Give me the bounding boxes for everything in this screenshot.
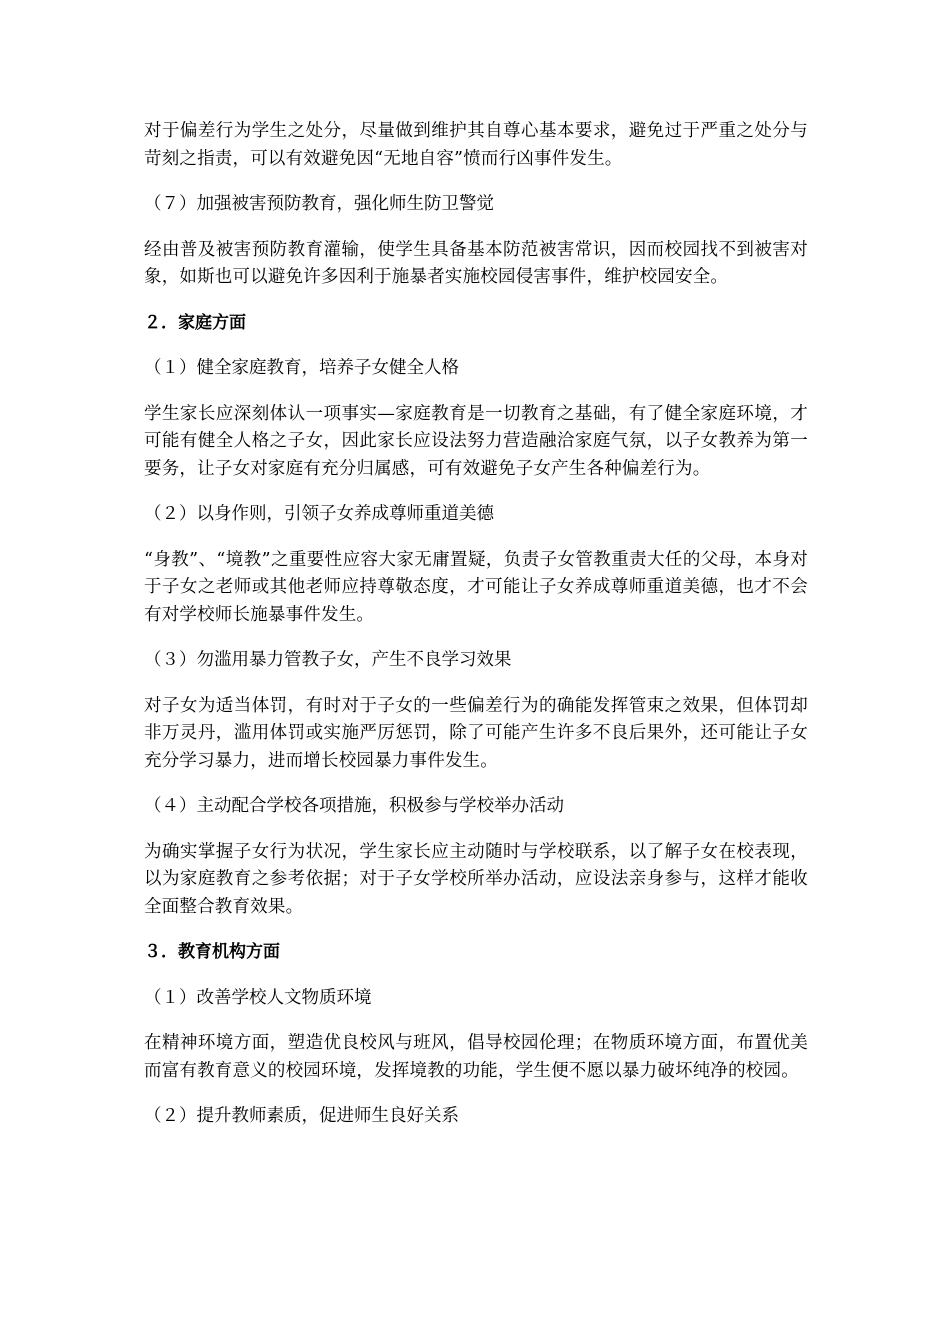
subheading-lead-by-example: （２）以身作则，引领子女养成尊师重道美德: [144, 504, 494, 524]
paragraph-school-environment: 在精神环境方面，塑造优良校风与班风，倡导校园伦理；在物质环境方面，布置优美而富有教育意义的校园环境，发挥境教的功能，学生便不愿以暴力破坏纯净的校园。: [144, 1033, 808, 1081]
paragraph-no-violent-discipline: 对子女为适当体罚，有时对于子女的一些偏差行为的确能发挥管束之效果，但体罚却非万灵丹，滥用体罚或实施严厉惩罚，除了可能产生许多不良后果外，还可能让子女充分学习暴力，进而增长校园暴力事件发生。: [144, 695, 808, 771]
section-heading-family: ２．家庭方面: [144, 312, 246, 333]
section-heading-education-institutions: ３．教育机构方面: [144, 942, 280, 962]
subheading-cooperate-with-school: （４）主动配合学校各项措施，积极参与学校举办活动: [144, 796, 564, 816]
paragraph-family-education: 学生家长应深刻体认一项事实—家庭教育是一切教育之基础，有了健全家庭环境，才可能有健全人格之子女，因此家长应设法努力营造融洽家庭气氛，以子女教养为第一要务，让子女对家庭有充分归属感，可有效避免子女产生各种偏差行为。: [144, 403, 808, 479]
paragraph-victim-prevention: 经由普及被害预防教育灌输，使学生具备基本防范被害常识，因而校园找不到被害对象，如斯也可以避免许多因利于施暴者实施校园侵害事件，维护校园安全。: [144, 239, 808, 287]
subheading-school-environment: （１）改善学校人文物质环境: [144, 987, 372, 1008]
paragraph-punishment-self-esteem: 对于偏差行为学生之处分，尽量做到维护其自尊心基本要求，避免过于严重之处分与苛刻之指责，可以有效避免因“无地自容”愤而行凶事件发生。: [144, 121, 808, 169]
document-page: [144, 118, 808, 1149]
subheading-teacher-quality: （２）提升教师素质，促进师生良好关系: [144, 1106, 459, 1126]
subheading-no-violent-discipline: （３）勿滥用暴力管教子女，产生不良学习效果: [144, 650, 512, 670]
subheading-victim-prevention: （７）加强被害预防教育，强化师生防卫警觉: [144, 194, 494, 214]
paragraph-lead-by-example: “身教”、“境教”之重要性应容大家无庸置疑，负责子女管教重责大任的父母，本身对于子女之老师或其他老师应持尊敬态度，才可能让子女养成尊师重道美德，也才不会有对学校师长施暴事件发生。: [144, 549, 808, 625]
subheading-family-education: （１）健全家庭教育，培养子女健全人格: [144, 358, 459, 378]
paragraph-cooperate-with-school: 为确实掌握子女行为状况，学生家长应主动随时与学校联系，以了解子女在校表现，以为家庭教育之参考依据；对于子女学校所举办活动，应设法亲身参与，这样才能收全面整合教育效果。: [144, 841, 808, 917]
